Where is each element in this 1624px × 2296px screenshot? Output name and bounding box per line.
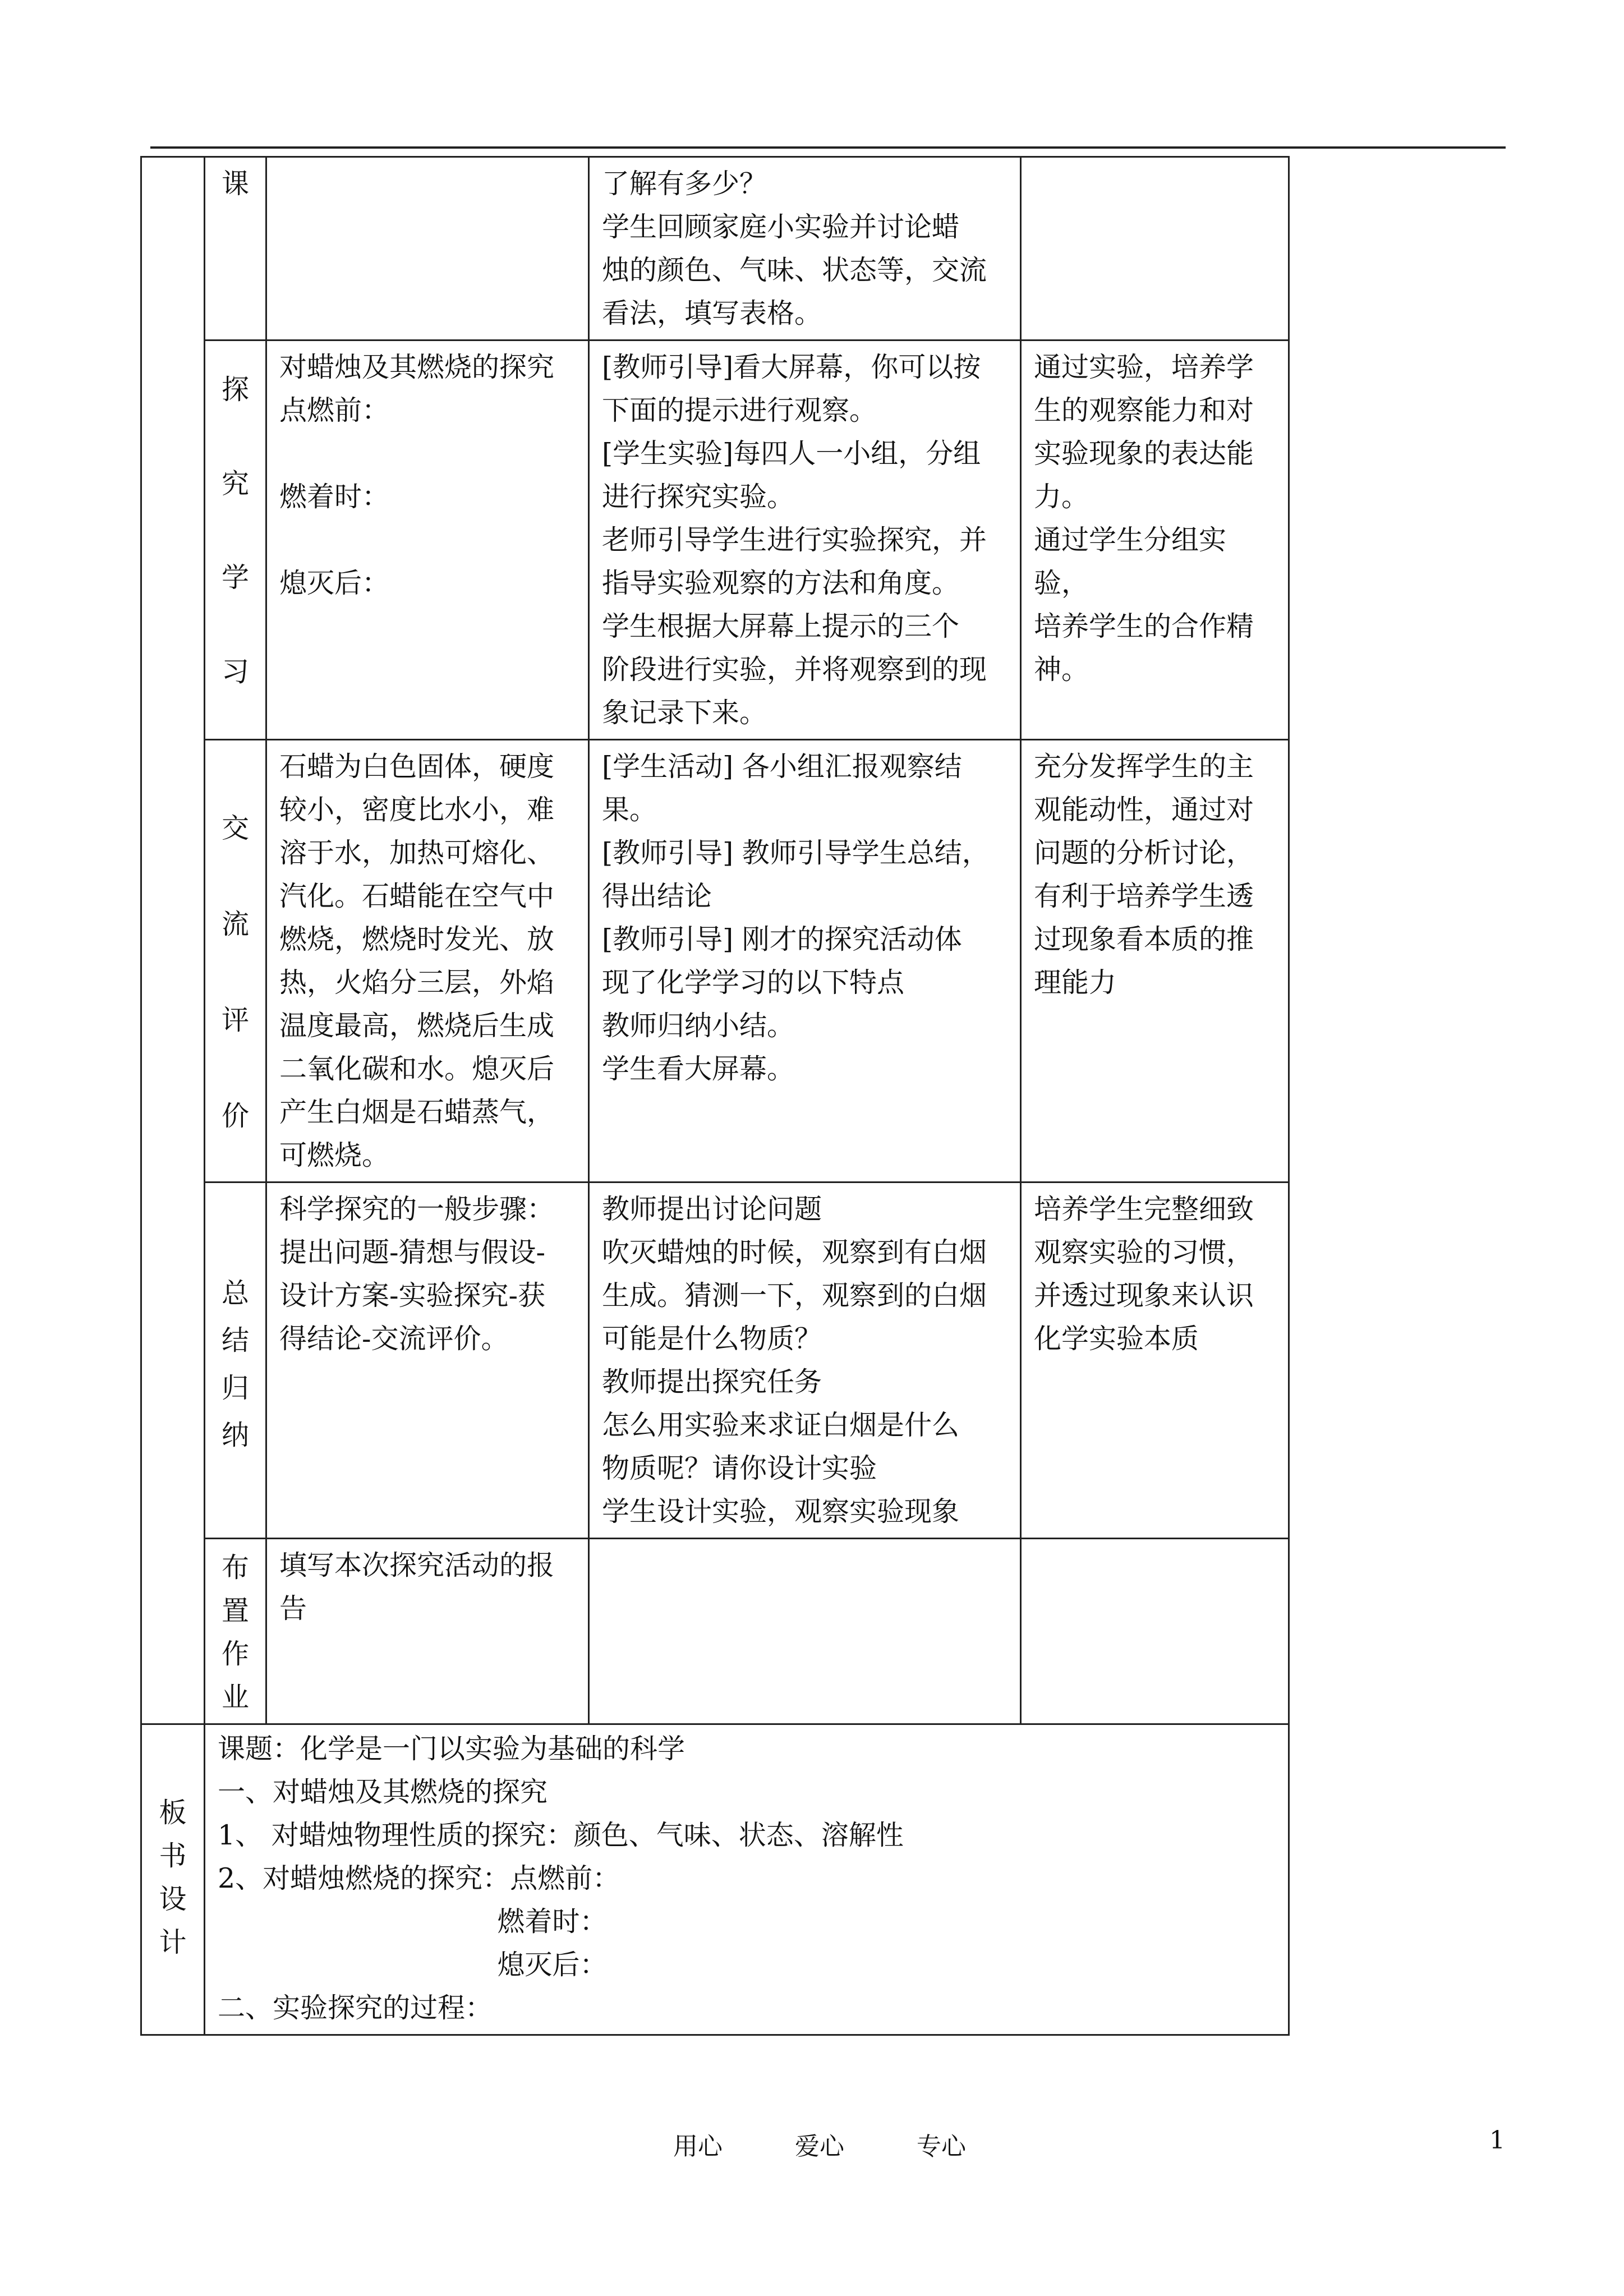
content-cell: [266, 157, 589, 341]
content-cell: [266, 1539, 589, 1724]
stage-label-char: 学: [221, 562, 249, 594]
content-cell: [266, 740, 589, 1182]
stage-cell: [205, 1182, 266, 1539]
text-line: 问题的分析讨论，: [1034, 837, 1254, 869]
text-line: 理能力: [1034, 967, 1117, 999]
stage-label-char: 布: [221, 1552, 249, 1584]
text-line: 可能是什么物质？: [602, 1323, 822, 1355]
activities-cell: [589, 740, 1021, 1182]
intent-cell: [1021, 157, 1289, 341]
text-line: 物质呢？请你设计实验: [602, 1452, 877, 1484]
text-line: 老师引导学生进行实验探究，并: [602, 524, 987, 556]
stage-label-char: 价: [221, 1100, 249, 1132]
activities-cell: [589, 1182, 1021, 1539]
stage-label-char: 探: [221, 374, 249, 406]
text-line: 神。: [1034, 654, 1089, 685]
text-line: 象记录下来。: [602, 697, 767, 729]
intent-cell: [1021, 1182, 1289, 1539]
text-line: 观察实验的习惯，: [1034, 1236, 1254, 1268]
text-line: 学生设计实验，观察实验现象: [602, 1496, 960, 1527]
text-line: 下面的提示进行观察。: [602, 394, 877, 426]
text-line: 有利于培养学生透: [1034, 880, 1254, 912]
footer-motto-word: 用心: [673, 2132, 723, 2161]
text-line: 进行探究实验。: [602, 481, 795, 513]
text-line: [279, 518, 576, 562]
text-line: 充分发挥学生的主: [1034, 751, 1254, 783]
text-line: 产生白烟是石蜡蒸气，: [279, 1096, 555, 1128]
text-line: 告: [279, 1593, 307, 1625]
stage-label-char: 习: [221, 655, 249, 688]
text-line: 吹灭蜡烛的时候，观察到有白烟: [602, 1236, 987, 1268]
text-line: 二氧化碳和水。熄灭后: [279, 1053, 555, 1085]
stage-label-char: 作: [221, 1638, 249, 1670]
board-label-char: 设: [159, 1883, 187, 1915]
board-design-content-cell: [205, 1724, 1289, 2035]
text-line: 通过学生分组实验，: [1034, 524, 1227, 599]
text-line: 生成。猜测一下，观察到的白烟: [602, 1280, 987, 1312]
content-cell: [266, 1182, 589, 1539]
board-line: 1、 对蜡烛物理性质的探究：颜色、气味、状态、溶解性: [218, 1819, 904, 1851]
board-line: 熄灭后：: [218, 1949, 608, 1981]
text-line: 溶于水，加热可熔化、: [279, 837, 555, 869]
header-rule: [150, 146, 1506, 149]
text-line: 果。: [602, 794, 657, 826]
text-line: 学生回顾家庭小实验并讨论蜡: [602, 211, 960, 243]
stage-label-char: 置: [221, 1595, 249, 1627]
footer-motto: [673, 2126, 1030, 2162]
stage-label-char: 归: [221, 1372, 249, 1404]
board-label-char: 板: [159, 1796, 187, 1829]
intent-cell: [1021, 1539, 1289, 1724]
table-row: [141, 341, 1289, 740]
footer-motto-word: 专心: [917, 2132, 966, 2161]
text-line: 较小，密度比水小，难: [279, 794, 555, 826]
stage-cell: [205, 157, 266, 341]
intent-cell: [1021, 740, 1289, 1182]
text-line: 学生根据大屏幕上提示的三个: [602, 610, 960, 642]
table-row: [141, 157, 1289, 341]
text-line: 过现象看本质的推: [1034, 923, 1254, 955]
text-line: 现了化学学习的以下特点: [602, 967, 905, 999]
board-line: 一、对蜡烛及其燃烧的探究: [218, 1776, 548, 1808]
text-line: 点燃前：: [279, 394, 390, 426]
board-design-row: [141, 1724, 1289, 2035]
stage-label-char: 评: [221, 1004, 249, 1036]
text-line: 烛的颜色、气味、状态等，交流: [602, 254, 987, 286]
table-row: [141, 740, 1289, 1182]
lesson-plan-table: [140, 156, 1290, 2036]
text-line: 指导实验观察的方法和角度。: [602, 567, 960, 599]
board-line: 课题：化学是一门以实验为基础的科学: [218, 1733, 686, 1765]
stage-label-char: 业: [221, 1681, 249, 1713]
text-line: [教师引导] 教师引导学生总结，: [602, 837, 990, 869]
stage-label-char: 纳: [221, 1419, 249, 1451]
text-line: 了解有多少？: [602, 168, 767, 200]
text-line: 可燃烧。: [279, 1139, 390, 1171]
text-line: 教师归纳小结。: [602, 1010, 795, 1042]
text-line: 培养学生的合作精: [1034, 610, 1254, 642]
text-line: 温度最高，燃烧后生成: [279, 1010, 555, 1042]
text-line: 怎么用实验来求证白烟是什么: [602, 1409, 960, 1441]
text-line: 提出问题-猜想与假设-: [279, 1236, 546, 1268]
text-line: 培养学生完整细致: [1034, 1193, 1254, 1225]
text-line: 力。: [1034, 481, 1089, 513]
board-line: 二、实验探究的过程：: [218, 1992, 493, 2024]
activities-cell: [589, 341, 1021, 740]
text-line: 熄灭后：: [279, 567, 390, 599]
stage-label-char: 究: [221, 467, 249, 500]
stage-label: 课: [221, 168, 249, 200]
text-line: 实验现象的表达能: [1034, 438, 1254, 470]
text-line: [学生实验]每四人一小组，分组: [602, 438, 981, 470]
text-line: 教师提出探究任务: [602, 1366, 822, 1398]
text-line: 看法，填写表格。: [602, 297, 822, 329]
stage-label-char: 流: [221, 908, 249, 940]
activities-cell: [589, 1539, 1021, 1724]
page-number: 1: [1489, 2126, 1505, 2155]
text-line: [279, 432, 576, 475]
intent-cell: [1021, 341, 1289, 740]
outer-left-cell: [141, 157, 205, 1724]
text-line: 石蜡为白色固体，硬度: [279, 751, 555, 783]
stage-label-char: 总: [221, 1277, 249, 1309]
text-line: 得出结论: [602, 880, 712, 912]
text-line: 学生看大屏幕。: [602, 1053, 795, 1085]
text-line: 设计方案-实验探究-获: [279, 1280, 546, 1312]
text-line: 教师提出讨论问题: [602, 1193, 822, 1225]
stage-cell: [205, 341, 266, 740]
text-line: 观能动性，通过对: [1034, 794, 1254, 826]
table-row: [141, 1182, 1289, 1539]
board-line: 2、对蜡烛燃烧的探究：点燃前：: [218, 1862, 620, 1894]
stage-label-char: 结: [221, 1324, 249, 1357]
stage-cell: [205, 1539, 266, 1724]
text-line: 化学实验本质: [1034, 1323, 1199, 1355]
text-line: 燃烧，燃烧时发光、放: [279, 923, 555, 955]
text-line: 热，火焰分三层，外焰: [279, 967, 555, 999]
text-line: 燃着时：: [279, 481, 390, 513]
text-line: 阶段进行实验，并将观察到的现: [602, 654, 987, 685]
text-line: 汽化。石蜡能在空气中: [279, 880, 555, 912]
text-line: [教师引导]看大屏幕，你可以按: [602, 351, 981, 383]
text-line: 填写本次探究活动的报: [279, 1549, 555, 1581]
text-line: 并透过现象来认识: [1034, 1280, 1254, 1312]
text-line: [学生活动] 各小组汇报观察结: [602, 751, 962, 783]
text-line: 科学探究的一般步骤：: [279, 1193, 555, 1225]
board-label-char: 书: [159, 1839, 187, 1872]
activities-cell: [589, 157, 1021, 341]
board-line: 燃着时：: [218, 1906, 608, 1938]
text-line: 生的观察能力和对: [1034, 394, 1254, 426]
table-row: [141, 1539, 1289, 1724]
text-line: [教师引导] 刚才的探究活动体: [602, 923, 962, 955]
text-line: 得结论-交流评价。: [279, 1323, 509, 1355]
stage-label-char: 交: [221, 812, 249, 844]
text-line: 通过实验，培养学: [1034, 351, 1254, 383]
text-line: 对蜡烛及其燃烧的探究: [279, 351, 555, 383]
content-cell: [266, 341, 589, 740]
board-design-label-cell: [141, 1724, 205, 2035]
footer-motto-word: 爱心: [795, 2132, 844, 2161]
stage-cell: [205, 740, 266, 1182]
board-label-char: 计: [159, 1926, 187, 1958]
